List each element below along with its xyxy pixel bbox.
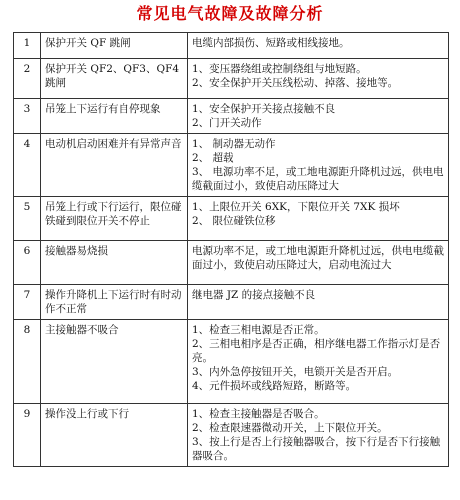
fault-causes: [188, 59, 449, 99]
cause-line: 2、 限位碰铁位移: [192, 215, 276, 227]
fault-causes: [188, 33, 449, 59]
table-row: [14, 320, 449, 404]
row-number: 9: [14, 404, 41, 467]
row-number: 8: [14, 320, 41, 404]
table-row: [14, 59, 449, 99]
cause-line: 继电器 JZ 的接点接触不良: [192, 289, 316, 301]
cause-line: 电源功率不足，或工地电源距升降机过远，供电电缆截面过小，致使启动压降过大，启动电流过大: [192, 245, 444, 271]
fault-description: 吊笼上行或下行运行，限位碰铁碰到限位开关不停止: [41, 197, 188, 241]
fault-causes: [188, 134, 449, 197]
fault-causes: [188, 404, 449, 467]
fault-causes: [188, 320, 449, 404]
cause-line: 1、 制动器无动作: [192, 138, 276, 150]
fault-description: 吊笼上下运行有自停现象: [41, 99, 188, 134]
cause-line: 2、 超载: [192, 152, 234, 164]
cause-line: 1、检查主接触器是否吸合。: [192, 408, 325, 420]
fault-description: 电动机启动困难并有异常声音: [41, 134, 188, 197]
table-row: [14, 404, 449, 467]
cause-line: 3、内外急停按钮开关，电锁开关是否开启。: [192, 366, 399, 378]
cause-line: 1、变压器绕组或控制绕组与地短路。: [192, 63, 367, 75]
row-number: 2: [14, 59, 41, 99]
table-row: [14, 134, 449, 197]
fault-table: [13, 32, 449, 467]
row-number: 6: [14, 241, 41, 285]
row-number: 5: [14, 197, 41, 241]
table-row: [14, 197, 449, 241]
cause-line: 1、上限位开关 6XK，下限位开关 7XK 损坏: [192, 201, 400, 213]
row-number: 7: [14, 285, 41, 320]
fault-description: 接触器易烧损: [41, 241, 188, 285]
cause-line: 3、 电源功率不足，或工地电源距升降机过远，供电电缆截面过小，致使启动压降过大: [192, 166, 444, 192]
cause-line: 1、安全保护开关接点接触不良: [192, 103, 336, 115]
table-row: [14, 241, 449, 285]
cause-line: 1、检查三相电源是否正常。: [192, 324, 325, 336]
fault-description: 保护开关 QF 跳闸: [41, 33, 188, 59]
fault-description: 操作升降机上下运行时有时动作不正常: [41, 285, 188, 320]
fault-description: 操作没上行或下行: [41, 404, 188, 467]
table-row: [14, 99, 449, 134]
cause-line: 2、安全保护开关压线松动、掉落、接地等。: [192, 77, 399, 89]
row-number: 3: [14, 99, 41, 134]
fault-causes: [188, 285, 449, 320]
table-row: [14, 33, 449, 59]
document-title: 常见电气故障及故障分析: [136, 4, 324, 23]
fault-causes: [188, 241, 449, 285]
fault-causes: [188, 99, 449, 134]
table-row: [14, 285, 449, 320]
cause-line: 2、门开关动作: [192, 117, 262, 129]
fault-description: 保护开关 QF2、QF3、QF4 跳闸: [41, 59, 188, 99]
cause-line: 电缆内部损伤、短路或相线接地。: [192, 37, 350, 49]
cause-line: 4、元件损坏或线路短路，断路等。: [192, 380, 357, 392]
fault-description: 主接触器不吸合: [41, 320, 188, 404]
row-number: 4: [14, 134, 41, 197]
cause-line: 2、检查限速器微动开关，上下限位开关。: [192, 422, 388, 434]
row-number: 1: [14, 33, 41, 59]
cause-line: 2、三相电相序是否正确，相序继电器工作指示灯是否亮。: [192, 338, 441, 364]
cause-line: 3、按上行是否上行接触器吸合，按下行是否下行接触器吸合。: [192, 436, 441, 462]
fault-causes: [188, 197, 449, 241]
